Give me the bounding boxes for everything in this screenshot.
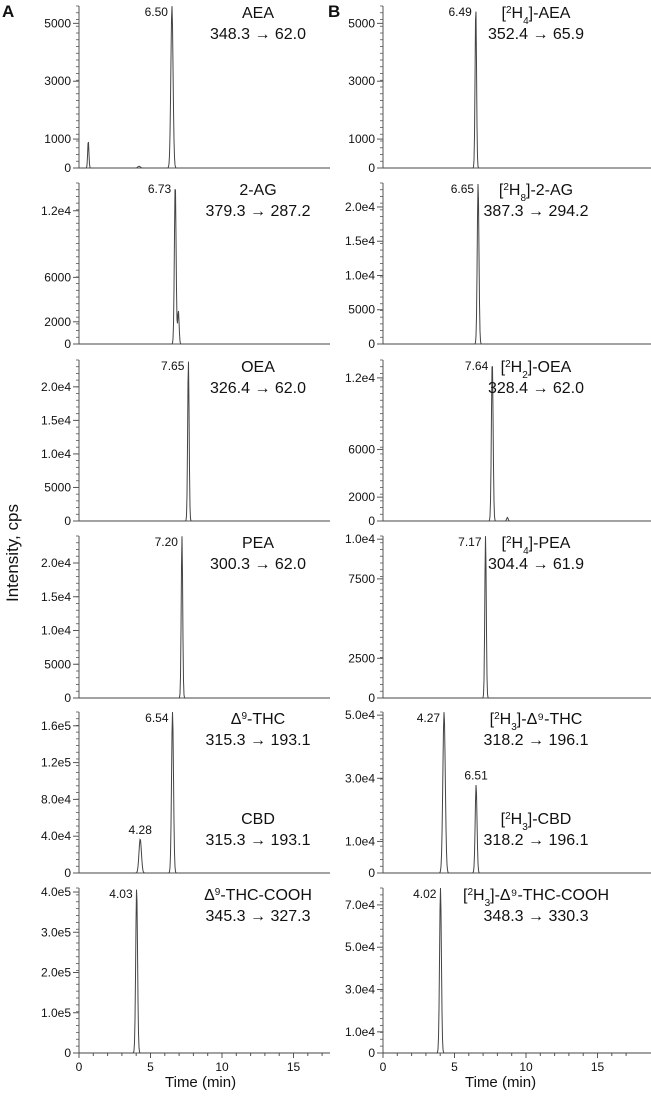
y-tick-label: 8.0e4 [40, 792, 71, 807]
y-tick-label: 1.2e4 [40, 203, 71, 218]
y-tick-label: 6000 [348, 442, 375, 457]
y-tick-label: 1.0e4 [344, 532, 375, 547]
mrm-transition: 328.4 → 62.0 [487, 380, 585, 397]
peak-rt-label: 6.65 [450, 182, 475, 196]
y-tick-label: 3.0e5 [40, 925, 71, 940]
y-tick-label: 2.0e5 [40, 965, 71, 980]
y-tick-label: 1.5e4 [40, 413, 71, 428]
mrm-transition: 318.2 → 196.1 [483, 732, 589, 749]
y-tick-label: 2000 [44, 314, 71, 329]
mrm-transition: 352.4 → 65.9 [487, 26, 585, 43]
mrm-transition-2: 315.3 → 193.1 [205, 832, 311, 849]
peak-rt-label: 6.51 [464, 768, 488, 783]
mrm-transition: 315.3 → 193.1 [205, 732, 311, 749]
analyte-name: 2-AG [239, 182, 277, 199]
chromatogram-b-3 [345, 532, 651, 705]
y-tick-label: 3000 [348, 74, 375, 89]
x-tick-label: 0 [75, 1060, 83, 1074]
y-tick-label: 0 [368, 514, 375, 528]
x-axis-label-a: Time (min) [165, 1074, 237, 1091]
y-tick-label: 1.0e4 [344, 834, 375, 849]
peak-rt-label: 7.17 [458, 535, 482, 549]
peak-rt-label: 7.20 [154, 535, 178, 549]
y-tick-label: 5.0e4 [344, 940, 375, 955]
y-tick-label: 7.0e4 [344, 897, 375, 912]
y-tick-label: 3000 [44, 74, 71, 89]
y-tick-label: 3.0e4 [344, 982, 375, 997]
mrm-transition: 348.3 → 330.3 [483, 908, 589, 925]
y-tick-label: 0 [368, 691, 375, 705]
peak-rt-label: 6.54 [145, 711, 169, 725]
y-tick-label: 7500 [348, 571, 375, 586]
peak-rt-label: 7.64 [464, 359, 489, 373]
y-tick-label: 0 [64, 691, 71, 705]
y-tick-label: 0 [368, 337, 375, 351]
peak-rt-label: 6.49 [448, 5, 472, 19]
y-tick-label: 5000 [44, 657, 71, 672]
y-tick-label: 6000 [44, 270, 71, 285]
y-tick-label: 1.6e5 [40, 718, 71, 733]
y-tick-label: 0 [64, 514, 71, 528]
analyte-name: PEA [241, 535, 275, 552]
analyte-name-2: CBD [241, 811, 275, 828]
x-axis-label-b: Time (min) [465, 1074, 537, 1091]
y-tick-label: 0 [368, 1046, 375, 1060]
panel-letter-a: A [2, 2, 15, 21]
analyte-name: $[^2H_3]-\Delta^9-THC$-COOH [463, 886, 609, 909]
chromatogram-b-4 [345, 708, 651, 880]
y-tick-label: 5000 [44, 480, 71, 495]
analyte-name: $[^2H_2]$-OEA [500, 358, 572, 381]
peak-rt-label: 4.02 [413, 887, 437, 901]
y-tick-label: 1.2e4 [344, 370, 375, 385]
panel-letter-b: B [328, 2, 341, 21]
peak-rt-label: 4.03 [109, 887, 133, 901]
y-tick-label: 4.0e5 [40, 885, 71, 900]
x-tick-label: 15 [590, 1060, 605, 1074]
peak-rt-label: 6.50 [144, 5, 168, 19]
chromatogram-b-5 [345, 887, 651, 1075]
y-tick-label: 1.0e4 [344, 1024, 375, 1039]
mrm-transition: 304.4 → 61.9 [487, 556, 585, 573]
x-tick-label: 10 [519, 1060, 533, 1074]
x-tick-label: 5 [451, 1060, 458, 1074]
x-tick-label: 0 [379, 1060, 387, 1074]
analyte-name: OEA [241, 359, 275, 376]
analyte-name: $[^2H_4]$-AEA [501, 4, 571, 27]
analyte-name: $[^2H_3]-\Delta^9$-THC [489, 710, 583, 733]
y-tick-label: 5000 [44, 16, 71, 31]
y-tick-label: 2.0e4 [40, 379, 71, 394]
mrm-transition: 348.3 → 62.0 [209, 26, 307, 43]
y-tick-label: 5000 [348, 16, 375, 31]
chromatogram-a-5 [41, 885, 330, 1074]
y-tick-label: 5.0e4 [344, 708, 375, 723]
y-tick-label: 1.0e4 [40, 446, 71, 461]
y-tick-label: 1.0e5 [40, 1005, 71, 1020]
y-tick-label: 2000 [348, 490, 375, 505]
analyte-name: $\Delta^9$-THC [230, 710, 286, 728]
chromatogram-a-4 [41, 711, 330, 881]
y-tick-label: 0 [64, 1046, 71, 1060]
peak-rt-label: 7.65 [161, 359, 185, 373]
y-tick-label: 0 [64, 161, 71, 175]
y-tick-label: 0 [368, 866, 375, 880]
y-tick-label: 4.0e4 [40, 829, 71, 844]
analyte-name-2: $[^2H_3]$-CBD [500, 810, 572, 833]
chromatogram-a-3 [41, 535, 330, 705]
y-tick-label: 1.0e4 [40, 623, 71, 638]
y-tick-label: 2.0e4 [40, 556, 71, 570]
x-tick-label: 15 [286, 1060, 301, 1074]
chromatogram-b-0 [348, 5, 651, 176]
y-tick-label: 5000 [348, 302, 375, 317]
mrm-transition: 379.3 → 287.2 [205, 203, 311, 220]
analyte-name: $[^2H_4]$-PEA [501, 534, 571, 557]
y-tick-label: 0 [64, 337, 71, 351]
y-tick-label: 2500 [348, 651, 375, 666]
y-tick-label: 1.5e4 [344, 234, 375, 249]
analyte-name: $\Delta^9-THC$-COOH [204, 886, 312, 904]
y-tick-label: 2.0e4 [344, 199, 375, 214]
x-tick-label: 10 [215, 1060, 229, 1074]
chromatogram-a-0 [44, 5, 330, 175]
y-tick-label: 0 [368, 161, 375, 175]
y-tick-label: 0 [64, 866, 71, 880]
y-tick-label: 1.0e4 [344, 268, 375, 283]
chromatogram-a-2 [41, 359, 330, 528]
y-tick-label: 1.2e5 [40, 755, 71, 770]
x-tick-label: 5 [147, 1060, 154, 1074]
peak-rt-label: 4.28 [128, 822, 152, 837]
peak-rt-label: 6.73 [147, 182, 172, 196]
analyte-name: AEA [241, 5, 275, 22]
y-tick-label: 3.0e4 [344, 771, 375, 786]
mrm-transition: 326.4 → 62.0 [209, 380, 307, 397]
analyte-name: $[^2H_8]-2-AG$ [498, 181, 574, 204]
chromatogram-b-1 [345, 182, 651, 352]
y-tick-label: 1000 [44, 132, 71, 147]
chromatogram-a-1 [41, 182, 330, 351]
mrm-transition-2: 318.2 → 196.1 [483, 832, 589, 849]
mrm-transition: 345.3 → 327.3 [205, 908, 311, 925]
y-axis-label: Intensity, cps [3, 504, 22, 602]
mrm-transition: 387.3 → 294.2 [483, 203, 589, 220]
chromatogram-b-2 [345, 359, 651, 529]
y-tick-label: 1000 [348, 132, 375, 147]
y-tick-label: 1.5e4 [40, 589, 71, 604]
mrm-transition: 300.3 → 62.0 [209, 556, 307, 573]
peak-rt-label: 4.27 [416, 711, 441, 725]
